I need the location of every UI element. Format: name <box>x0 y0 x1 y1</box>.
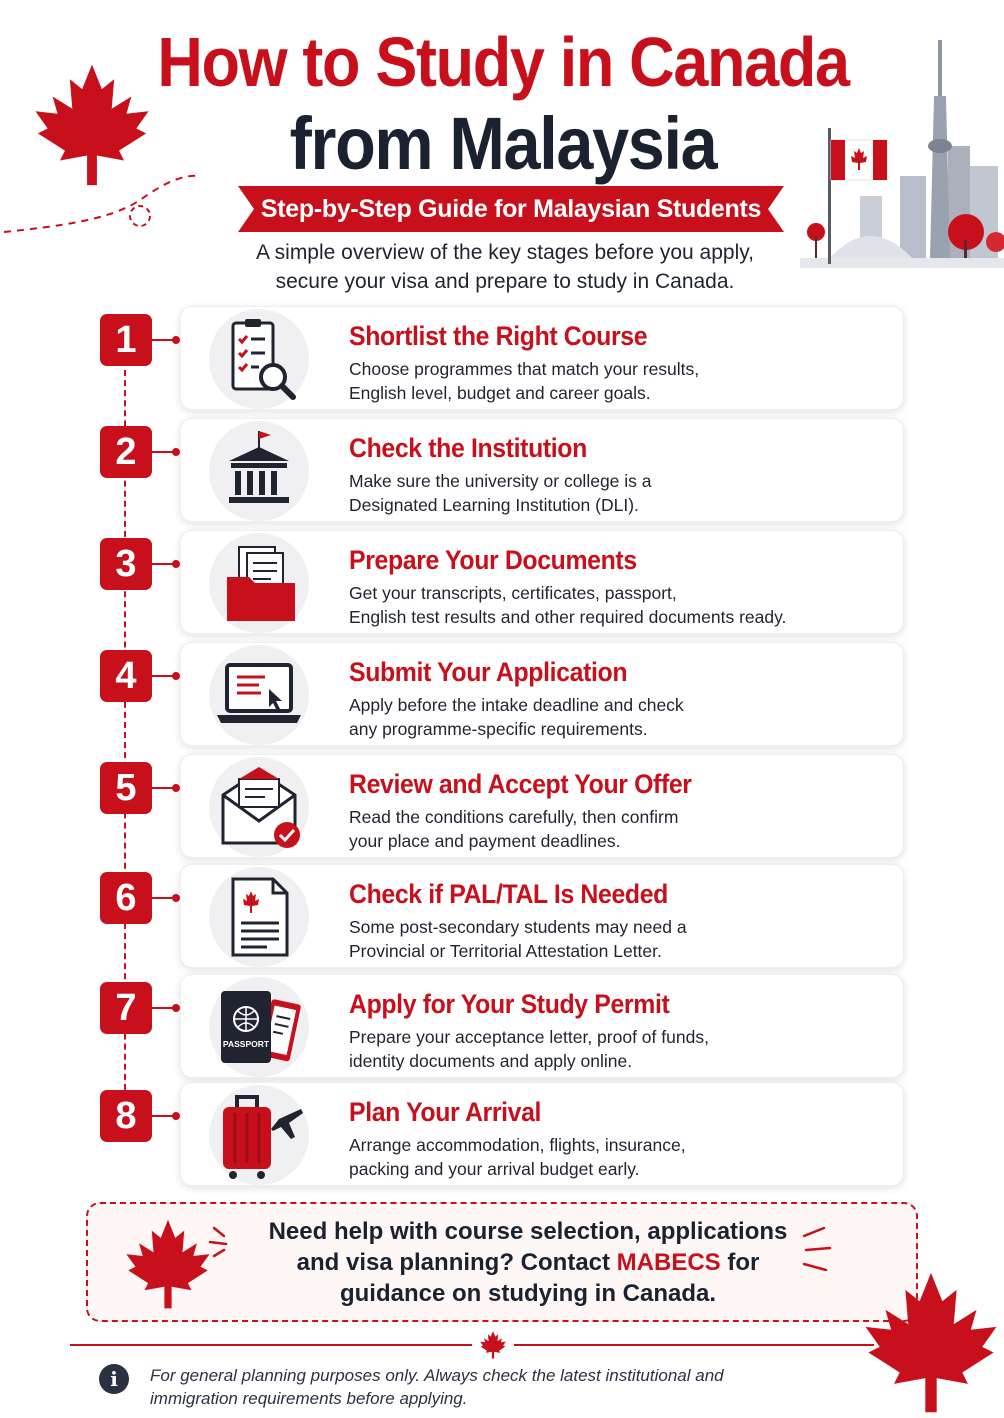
cta-line-2 <box>258 1247 798 1278</box>
contact-callout <box>86 1202 918 1322</box>
step-6 <box>0 864 1004 968</box>
step-description-line: Designated Learning Institution (DLI). <box>349 495 639 515</box>
step-connector <box>152 451 176 453</box>
step-4 <box>0 642 1004 746</box>
step-1 <box>0 306 1004 410</box>
brand-name: MABECS <box>616 1249 721 1276</box>
step-title: Check the Institution <box>349 433 587 463</box>
step-card <box>180 530 904 634</box>
step-5 <box>0 754 1004 858</box>
step-connector <box>152 1007 176 1009</box>
step-title: Submit Your Application <box>349 657 628 687</box>
step-connector <box>152 563 176 565</box>
step-connector <box>152 1115 176 1117</box>
step-connector <box>152 787 176 789</box>
step-description <box>349 581 889 629</box>
page-title-line-2: from Malaysia <box>289 102 717 185</box>
disclaimer-line-1: For general planning purposes only. Always check the latest institutional and <box>150 1366 724 1385</box>
step-description-line: identity documents and apply online. <box>349 1051 633 1071</box>
envelope-check-icon <box>209 757 309 857</box>
spark-lines-decoration <box>800 1224 836 1274</box>
step-description-line: English test results and other required documents ready. <box>349 607 787 627</box>
footer-divider <box>70 1344 472 1346</box>
step-title: Check if PAL/TAL Is Needed <box>349 879 668 909</box>
cta-line-2-end: for <box>720 1249 760 1276</box>
step-description-line: Provincial or Territorial Attestation Letter. <box>349 941 662 961</box>
checklist-magnifier-icon <box>209 309 309 409</box>
step-number-badge: 8 <box>100 1090 152 1142</box>
step-connector <box>152 675 176 677</box>
document-folder-icon <box>209 533 309 633</box>
step-description-line: your place and payment deadlines. <box>349 831 621 851</box>
step-description-line: Prepare your acceptance letter, proof of funds, <box>349 1027 709 1047</box>
step-description-line: Choose programmes that match your results, <box>349 359 700 379</box>
step-description <box>349 357 889 405</box>
footer-divider <box>514 1344 874 1346</box>
step-description-line: Get your transcripts, certificates, passport, <box>349 583 677 603</box>
step-title: Plan Your Arrival <box>349 1097 542 1127</box>
cta-line-1: Need help with course selection, applications <box>268 1218 788 1245</box>
step-8 <box>0 1082 1004 1186</box>
disclaimer-text <box>150 1364 830 1410</box>
institution-building-icon <box>209 421 309 521</box>
step-7 <box>0 974 1004 1078</box>
step-card <box>180 974 904 1078</box>
step-description-line: Read the conditions carefully, then confirm <box>349 807 679 827</box>
passport-icon <box>209 977 309 1077</box>
intro-line-2: secure your visa and prepare to study in Canada. <box>275 270 735 293</box>
suitcase-plane-icon <box>209 1085 309 1185</box>
step-card <box>180 754 904 858</box>
step-number-badge: 1 <box>100 314 152 366</box>
step-title: Apply for Your Study Permit <box>349 989 670 1019</box>
step-connector <box>152 339 176 341</box>
step-number-badge: 2 <box>100 426 152 478</box>
step-description <box>349 1025 889 1073</box>
step-description-line: Some post-secondary students may need a <box>349 917 687 937</box>
spark-lines-decoration <box>208 1224 238 1264</box>
step-description-line: English level, budget and career goals. <box>349 383 651 403</box>
laptop-cursor-icon <box>209 645 309 745</box>
passport-label: PASSPORT <box>222 1039 270 1049</box>
step-card <box>180 418 904 522</box>
intro-text <box>200 238 810 296</box>
step-3 <box>0 530 1004 634</box>
subtitle-ribbon <box>238 186 784 232</box>
step-description-line: packing and your arrival budget early. <box>349 1159 640 1179</box>
step-number-badge: 6 <box>100 872 152 924</box>
step-number-badge: 3 <box>100 538 152 590</box>
step-description <box>349 469 889 517</box>
step-card <box>180 1082 904 1186</box>
step-number-badge: 5 <box>100 762 152 814</box>
step-description <box>349 693 889 741</box>
step-description-line: any programme-specific requirements. <box>349 719 648 739</box>
page-title: How to Study in Canada <box>157 23 849 101</box>
intro-line-1: A simple overview of the key stages before you apply, <box>255 241 755 264</box>
info-icon: i <box>99 1364 129 1394</box>
cta-line-3: guidance on studying in Canada. <box>339 1280 717 1307</box>
step-description <box>349 805 889 853</box>
contact-callout-text <box>258 1216 798 1309</box>
disclaimer-line-2: immigration requirements before applying. <box>150 1389 468 1408</box>
step-card <box>180 642 904 746</box>
cta-line-2-start: and visa planning? Contact <box>296 1249 617 1276</box>
step-description-line: Make sure the university or college is a <box>349 471 652 491</box>
step-number-badge: 7 <box>100 982 152 1034</box>
step-description <box>349 915 889 963</box>
maple-leaf-icon <box>122 1218 214 1312</box>
step-2 <box>0 418 1004 522</box>
maple-leaf-icon <box>479 1330 507 1360</box>
maple-leaf-icon <box>858 1270 1004 1418</box>
step-description-line: Arrange accommodation, flights, insurance, <box>349 1135 686 1155</box>
subtitle-ribbon-text: Step-by-Step Guide for Malaysian Students <box>260 195 762 223</box>
step-card <box>180 306 904 410</box>
maple-letter-icon <box>209 867 309 967</box>
step-title: Review and Accept Your Offer <box>349 769 692 799</box>
step-description <box>349 1133 889 1181</box>
step-title: Shortlist the Right Course <box>349 321 648 351</box>
step-number-badge: 4 <box>100 650 152 702</box>
step-connector <box>152 897 176 899</box>
step-description-line: Apply before the intake deadline and check <box>349 695 684 715</box>
step-card <box>180 864 904 968</box>
step-title: Prepare Your Documents <box>349 545 637 575</box>
